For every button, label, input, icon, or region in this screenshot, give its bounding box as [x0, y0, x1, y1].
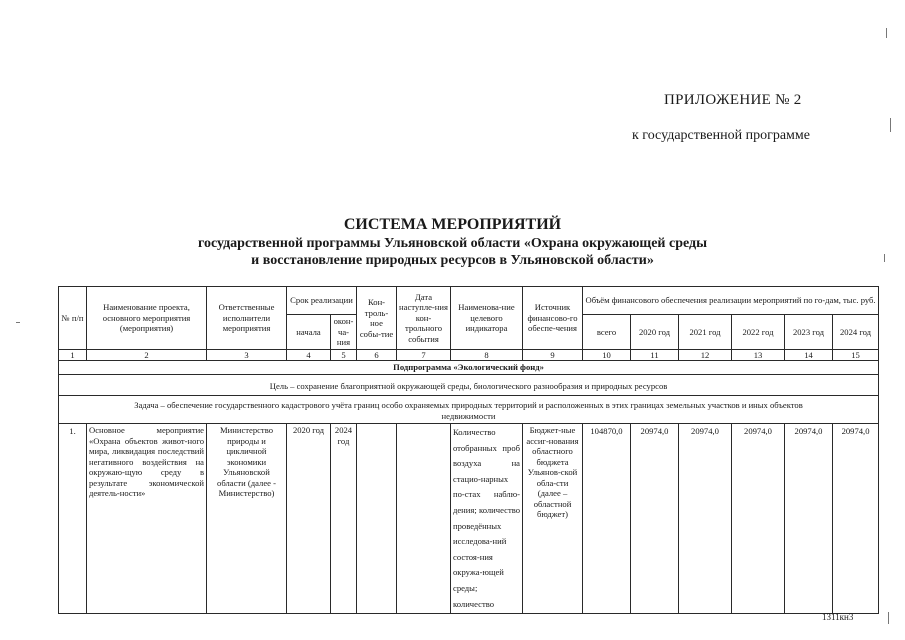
- row-2022: 20974,0: [732, 424, 785, 614]
- column-number: 3: [207, 350, 287, 361]
- row-funding-source: Бюджет-ные ассиг-нования областного бюджета Ульянов-ской обла-сти (далее – областной бюджет): [523, 424, 583, 614]
- column-number: 9: [523, 350, 583, 361]
- col-header-2023: 2023 год: [785, 315, 833, 350]
- row-indicator: Количество отобранных проб воздуха на стацио-нарных по-стах наблю-дения; количество проведённых исследова-ний состоя-ния окружа-ющей среды; количество: [451, 424, 523, 614]
- col-header-term-end: окон-ча-ния: [331, 315, 357, 350]
- col-header-num: № п/п: [59, 287, 87, 350]
- scan-edge-mark: [890, 118, 891, 132]
- col-header-2021: 2021 год: [679, 315, 732, 350]
- program-title-line-1: государственной программы Ульяновской области «Охрана окружающей среды: [197, 236, 708, 251]
- appendix-subtitle: к государственной программе: [632, 128, 810, 143]
- col-header-executors: Ответственные исполнители мероприятия: [207, 287, 287, 350]
- col-header-funding-volume: Объём финансового обеспечения реализации мероприятий по го-дам, тыс. руб.: [583, 287, 879, 315]
- column-number: 12: [679, 350, 732, 361]
- scan-edge-mark: [888, 612, 889, 624]
- column-number: 6: [357, 350, 397, 361]
- col-header-project-name: Наименование проекта, основного мероприятия (мероприятия): [87, 287, 207, 350]
- scan-edge-mark: [884, 254, 885, 262]
- appendix-title: ПРИЛОЖЕНИЕ № 2: [664, 92, 802, 108]
- row-event-date: [397, 424, 451, 614]
- table-header-row-1: [59, 287, 879, 315]
- page-title: СИСТЕМА МЕРОПРИЯТИЙ: [343, 216, 562, 233]
- col-header-control-event: Кон-троль-ное собы-тие: [357, 287, 397, 350]
- row-control-event: [357, 424, 397, 614]
- document-number: 1311кн3: [822, 612, 854, 622]
- col-header-indicator: Наименова-ние целевого индикатора: [451, 287, 523, 350]
- column-number: 5: [331, 350, 357, 361]
- row-2024: 20974,0: [833, 424, 879, 614]
- column-number: 7: [397, 350, 451, 361]
- row-number: 1.: [59, 424, 87, 614]
- col-header-total: всего: [583, 315, 631, 350]
- col-header-2022: 2022 год: [732, 315, 785, 350]
- column-number: 2: [87, 350, 207, 361]
- col-header-term: Срок реализации: [287, 287, 357, 315]
- column-number: 15: [833, 350, 879, 361]
- column-number: 13: [732, 350, 785, 361]
- row-measure-name: Основное мероприятие «Охрана объектов живот-ного мира, ликвидация последствий негативного воздействия на окружаю-щую среду в результате экономической деятель-ности»: [87, 424, 207, 614]
- column-number: 14: [785, 350, 833, 361]
- row-executor: Министерство природы и цикличной экономики Ульяновской области (далее - Министерство): [207, 424, 287, 614]
- column-number: 8: [451, 350, 523, 361]
- col-header-funding-source: Источник финансово-го обеспе-чения: [523, 287, 583, 350]
- column-number: 4: [287, 350, 331, 361]
- measures-table: [58, 286, 879, 614]
- row-2020: 20974,0: [631, 424, 679, 614]
- col-header-2020: 2020 год: [631, 315, 679, 350]
- row-start-year: 2020 год: [287, 424, 331, 614]
- goal-row: [59, 374, 879, 396]
- task-text: Задача – обеспечение государственного кадастрового учёта границ особо охраняемых природных территорий и расположенных в этих границах земельных участков и иных объектов недвижимости: [59, 396, 879, 424]
- program-title: [0, 235, 905, 269]
- scan-edge-mark: [16, 322, 20, 323]
- task-row: [59, 396, 879, 424]
- table-row: [59, 424, 879, 614]
- subprogram-row: [59, 361, 879, 375]
- row-2023: 20974,0: [785, 424, 833, 614]
- col-header-term-start: начала: [287, 315, 331, 350]
- subprogram-title: Подпрограмма «Экологический фонд»: [59, 361, 879, 375]
- row-end-year: 2024 год: [331, 424, 357, 614]
- column-number: 1: [59, 350, 87, 361]
- col-header-event-date: Дата наступле-ния кон-трольного события: [397, 287, 451, 350]
- column-number: 10: [583, 350, 631, 361]
- goal-text: Цель – сохранение благоприятной окружающей среды, биологического разнообразия и природных ресурсов: [59, 374, 879, 396]
- row-2021: 20974,0: [679, 424, 732, 614]
- program-title-line-2: и восстановление природных ресурсов в Ульяновской области»: [251, 253, 654, 268]
- scan-edge-mark: [886, 28, 887, 38]
- row-total: 104870,0: [583, 424, 631, 614]
- col-header-2024: 2024 год: [833, 315, 879, 350]
- column-number-row: [59, 350, 879, 361]
- column-number: 11: [631, 350, 679, 361]
